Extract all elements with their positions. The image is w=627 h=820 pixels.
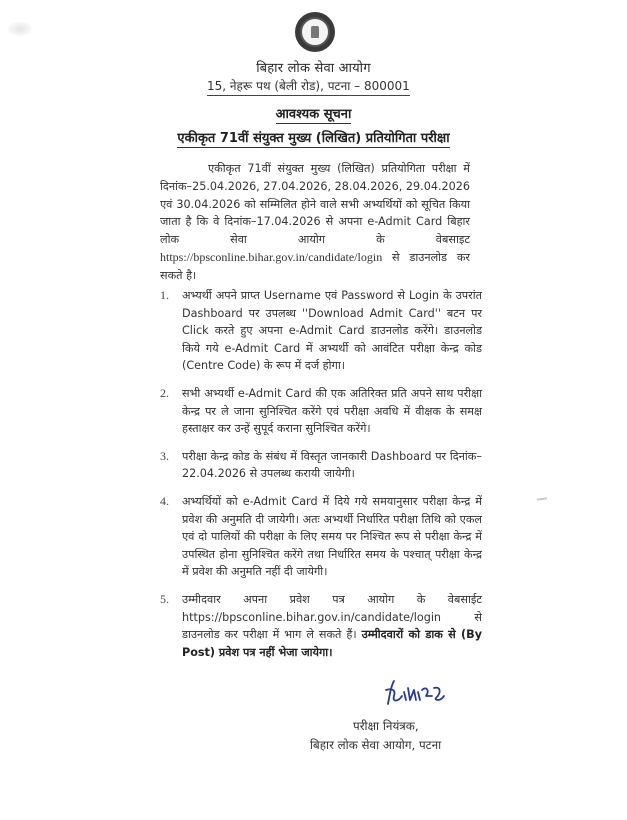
scan-smudge — [8, 22, 32, 36]
instruction-item — [160, 591, 482, 661]
item-number: 4. — [160, 493, 169, 508]
item-bold-text: उम्मीदवारों को डाक से (By Post) प्रवेश पत्र नहीं भेजा जायेगा। — [182, 628, 482, 659]
item-text: अभ्यर्थी अपने प्राप्त Username एवं Password से Login के उपरांत Dashboard पर उपलब्ध ''Download Admit Card'' बटन पर Click करते हुए अपना e-Admit Card डाउनलोड करेंगे। डाउनलोड किये गये e-Admit Card में अभ्यर्थी को आवंटित परीक्षा केन्द्र कोड (Centre Code) के रूप में दर्ज होगा। — [182, 289, 482, 373]
instruction-item — [160, 385, 482, 438]
item-text: सभी अभ्यर्थी e-Admit Card की एक अतिरिक्त प्रति अपने साथ परीक्षा केन्द्र पर ले जाना सुनिश्चित करेंगे एवं परीक्षा अवधि में वीक्षक के समक्ष हस्ताक्षर कर उन्हें सुपूर्द कराना सुनिश्चित करेंगे। — [182, 386, 482, 436]
item-text: परीक्षा केन्द्र कोड के संबंध में विस्तृत जानकारी Dashboard पर दिनांक–22.04.2026 से उपलब्ध करायी जायेगी। — [182, 449, 482, 481]
item-text: अभ्यर्थियों को e-Admit Card में दिये गये समयानुसार परीक्षा केन्द्र में प्रवेश की अनुमति दी जायेगी। अतः अभ्यर्थी निर्धारित परीक्षा तिथि को एकल एवं दो पालियों की परीक्षा के लिए समय पर निश्चित रूप से परीक्षा केन्द्र में उपस्थित होना सुनिश्चित करेंगे तथा निर्धारित समय के पश्चात् परीक्षा केन्द्र में प्रवेश की अनुमति नहीं दी जायेगी। — [182, 494, 482, 579]
item-number: 2. — [160, 385, 169, 400]
intro-paragraph — [160, 160, 470, 285]
signatory-designation: परीक्षा नियंत्रक, — [353, 719, 419, 733]
instruction-item — [160, 448, 482, 483]
item-number: 3. — [160, 448, 169, 463]
notice-subject-text: एकीकृत 71वीं संयुक्त मुख्य (लिखित) प्रतियोगिता परीक्षा — [177, 131, 450, 146]
instructions-list — [160, 287, 482, 671]
organization-address: 15, नेहरू पथ (बेली रोड), पटना – 800001 — [207, 77, 410, 96]
notice-title — [0, 104, 627, 123]
instruction-item — [160, 287, 482, 375]
ashoka-emblem-icon — [311, 26, 319, 38]
instruction-item — [160, 493, 482, 581]
item-text: उम्मीदवार अपना प्रवेश पत्र आयोग के वेबसाईट https://bpsconline.bihar.gov.in/candidate/login से डाउनलोड कर परीक्षा में भाग ले सकते हैं। — [182, 592, 482, 642]
intro-text-1: एकीकृत 71वीं संयुक्त मुख्य (लिखित) प्रतियोगिता परीक्षा में दिनांक–25.04.2026, 27.04.2026, 28.04.2026, 29.04.2026 एवं 30.04.2026 को सम्मिलित होने वाले सभी अभ्यर्थियों को सूचित किया जाता है कि वे दिनांक–17.04.2026 से अपना e-Admit Card बिहार लोक सेवा आयोग के वेबसाइट — [160, 162, 470, 247]
scan-speck — [537, 497, 547, 500]
emblem-ring — [300, 17, 330, 47]
portal-url: https://bpsconline.bihar.gov.in/candidate/login — [160, 249, 383, 264]
intro-text-2: से डाउनलोड कर सकते है। — [160, 250, 470, 282]
item-number: 5. — [160, 591, 169, 606]
notice-subject — [0, 128, 627, 147]
bpsc-emblem-icon — [295, 12, 335, 52]
signature-icon — [382, 678, 452, 708]
signatory-organization: बिहार लोक सेवा आयोग, पटना — [310, 738, 442, 752]
organization-name: बिहार लोक सेवा आयोग — [256, 61, 371, 76]
notice-title-text: आवश्यक सूचना — [275, 107, 352, 122]
item-number: 1. — [160, 288, 169, 302]
